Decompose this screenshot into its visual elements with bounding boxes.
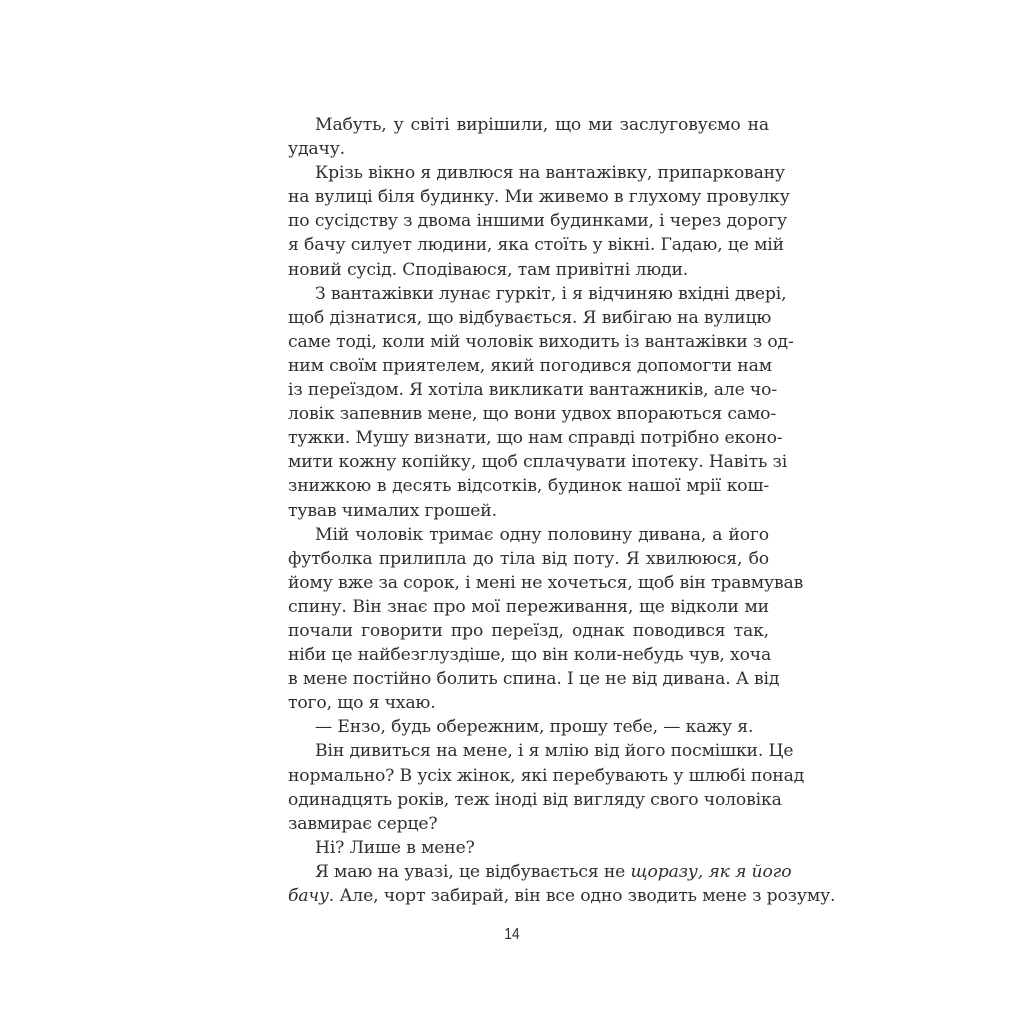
text-line: тужки. Мушу визнати, що нам справді потрібно еконо- <box>288 428 783 449</box>
text-line: почали говорити про переїзд, однак поводився так, <box>288 620 769 641</box>
text-line <box>288 884 836 908</box>
text-line: знижкою в десять відсотків, будинок нашої мрії кош- <box>288 476 769 497</box>
text-line: в мене постійно болить спина. І це не від дивана. А від <box>288 669 780 690</box>
text-line: Ні? Лише в мене? <box>315 837 475 858</box>
text-line: по сусідству з двома іншими будинками, і через дорогу <box>288 211 787 232</box>
page-number: 14 <box>504 926 520 943</box>
text-line: Він дивиться на мене, і я млію від його посмішки. Це <box>315 741 794 762</box>
italic-text-segment: бачу. <box>288 886 335 906</box>
text-line: я бачу силует людини, яка стоїть у вікні. Гадаю, це мій <box>288 235 784 256</box>
italic-text-segment: щоразу, як я його <box>630 861 792 882</box>
text-line: Крізь вікно я дивлюся на вантажівку, припарковану <box>315 163 785 184</box>
text-line: ловік запевнив мене, що вони удвох впораються само- <box>288 404 777 425</box>
text-segment: Але, чорт забирай, він все одно зводить мене з розуму. <box>334 886 836 906</box>
text-line: Мій чоловік тримає одну половину дивана, а його <box>315 524 769 545</box>
text-line: ніби це найбезглуздіше, що він коли-небудь чув, хоча <box>288 645 772 666</box>
text-line: саме тоді, коли мій чоловік виходить із вантажівки з од- <box>288 331 794 352</box>
text-line: спину. Він знає про мої переживання, ще відколи ми <box>288 596 769 617</box>
text-line: Мабуть, у світі вирішили, що ми заслуговуємо на <box>315 115 769 135</box>
book-page-text <box>288 113 836 908</box>
text-line: на вулиці біля будинку. Ми живемо в глухому провулку <box>288 187 790 208</box>
text-segment: Я маю на увазі, це відбувається не <box>315 861 631 882</box>
text-line: З вантажівки лунає гуркіт, і я відчиняю вхідні двері, <box>315 283 787 304</box>
text-line: ним своїм приятелем, який погодився допомогти нам <box>288 355 772 376</box>
text-line: нормально? В усіх жінок, які перебувають у шлюбі понад <box>288 765 805 786</box>
text-line: йому вже за сорок, і мені не хочеться, щоб він травмував <box>288 572 804 593</box>
text-line: одинадцять років, теж іноді від вигляду свого чоловіка <box>288 789 782 810</box>
text-line: щоб дізнатися, що відбувається. Я вибігаю на вулицю <box>288 307 772 328</box>
text-line: футболка прилипла до тіла від поту. Я хвилююся, бо <box>288 548 769 569</box>
text-line: із переїздом. Я хотіла викликати вантажників, але чо- <box>288 380 777 401</box>
text-line: того, що я чхаю. <box>288 693 436 714</box>
text-line: удачу. <box>288 139 345 160</box>
text-line <box>288 860 792 884</box>
text-line: тував чималих грошей. <box>288 500 497 521</box>
text-line: — Ензо, будь обережним, прошу тебе, — кажу я. <box>315 717 754 738</box>
text-line: завмирає серце? <box>288 813 438 834</box>
text-line: новий сусід. Сподіваюся, там привітні люди. <box>288 259 689 280</box>
text-line: мити кожну копійку, щоб сплачувати іпотеку. Навіть зі <box>288 452 788 473</box>
paragraph-lines <box>288 113 805 860</box>
